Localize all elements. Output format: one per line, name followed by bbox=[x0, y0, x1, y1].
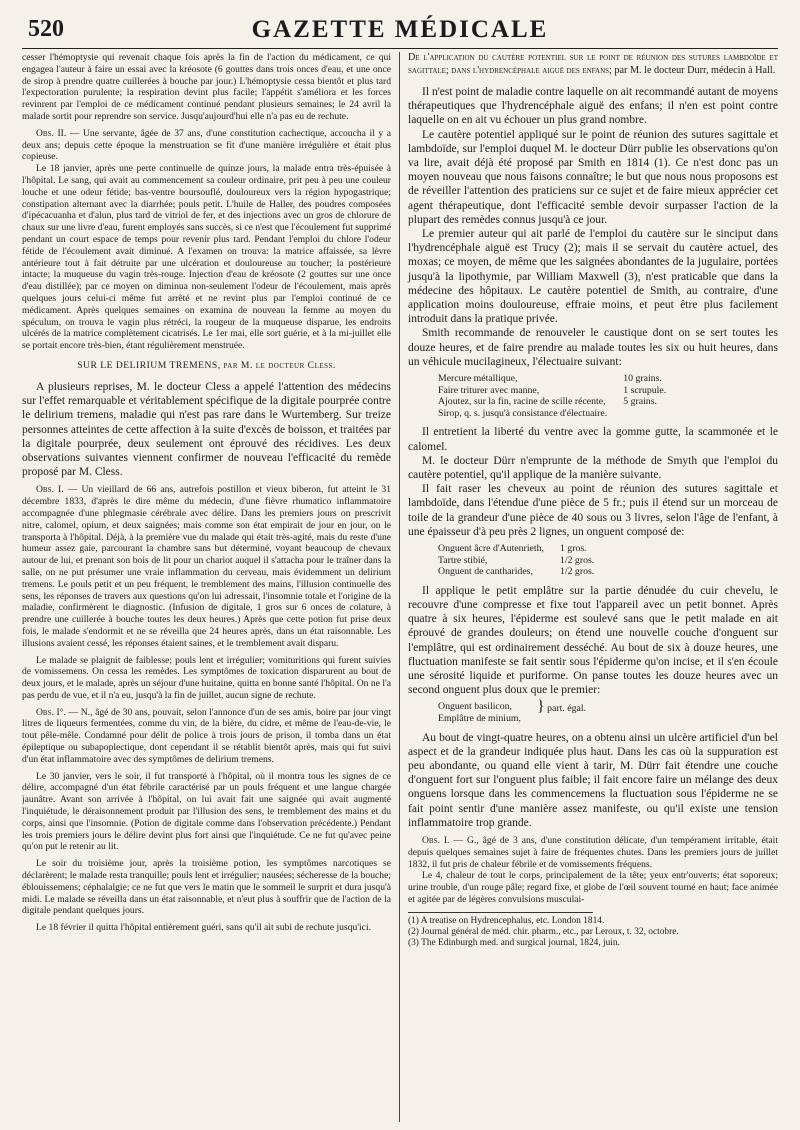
recipe-onguent bbox=[438, 543, 778, 578]
article-author: par M. le docteur Durr, médecin à Hall. bbox=[611, 64, 776, 76]
paragraph: Le 18 février il quitta l'hôpital entièrement guéri, sans qu'il ait subi de rechute jusqu'ici. bbox=[36, 922, 372, 934]
page-header bbox=[22, 8, 778, 49]
article-title-main: De l'application du cautère potentiel sur le point de réunion des sutures lambdoïde et sagittale; dans l'hydrencéphale aiguë des enfans; bbox=[408, 52, 778, 76]
brace-glyph: } bbox=[536, 698, 545, 716]
quantity: 1/2 gros. bbox=[559, 566, 595, 578]
paragraph: cesser l'hémoptysie qui revenait chaque fois après la fin de l'action du médicament, ce qui engagea l'auteur à faire un essai avec la kréosote (6 gouttes dans trois onces d'eau, et une once de sirop à prendre quatre cuillerées à bouche par jour.) L'hémoptysie cessa bientôt et plus tard l'expectoration purulente; la respiration devint plus facile; l'appétit s'améliora et les forces revinrent par l'emploi de ce médicament continué pendant plusieurs semaines; le 24 avril la malade sortit pour reprendre son service. Jusqu'aujourd'hui elle n'a pas eu de rechute. bbox=[22, 52, 391, 122]
paragraph: Le 30 janvier, vers le soir, il fut transporté à l'hôpital, où il montra tous les signes de ce délire, accompagné d'un état fébrile caractérisé par un pouls fréquent et une langue chargée jaunâtre. Avant son arrivée à l'hôpital, on lui avait fait une saignée qui avait augmenté l'inquiétude, le déraisonnement produit par l'illusion des sens, le tremblement des mains et du corps, ainsi que l'insomnie. (Potion de digitale comme dans l'observation précédente.) Pendant les trois premiers jours le délire devint plus fort ainsi que l'inquiétude. Ce ne fut qu'avec peine qu'on put le retenir au lit. bbox=[22, 770, 391, 853]
observation-text: — Un vieillard de 66 ans, autrefois postillon et vieux biberon, fut atteint le 31 décembre 1833, d'après le dire même du médecin, d'une fièvre rhumatico inflammatoire accompagnée d'une phlegmasie cérébrale avec délire. Dans les premiers jours on prescrivit nitre, calomel, opium, et deux saignées; mais comme son état empirait de jour en jour, on le transporta à l'hôpital. Déjà, à la première vue du malade qui était très-agité, mais du reste d'une humeur assez gaie, parcourant la chambre sans but déterminé, voyant beaucoup de chevaux autour de lui, et prenant son bois de lit pour un chariot auquel il s'attacha pour le traîner dans la salle, on ne put présumer une vraie inflammation du cerveau, mais évidemment un delirium tremens. Le pouls petit et un peu fréquent, le tremblement des mains, l'illusion continuelle des sens, les réponses de travers aux questions qu'on lui adressait, l'insomnie totale et l'origine de la maladie, confirmèrent le diagnostic. (Infusion de digitale, 1 gros sur 6 onces de colature, à prendre une cuillerée à bouche toutes les deux heures.) Après que cette potion fut prise deux fois, le malade s'endormit et ne se réveilla que 24 heures après, dans un état raisonnable. Les illusions avaient cessé, les réponses étaient saines, et le tremblement avait disparu. bbox=[22, 484, 391, 649]
ingredient: Faire triturer avec manne, bbox=[438, 384, 540, 396]
recipe-row bbox=[438, 385, 666, 397]
recipe-row bbox=[438, 566, 594, 578]
ingredient: Onguent âcre d'Autenrieth, bbox=[438, 543, 544, 555]
quantity-note: part. égal. bbox=[547, 703, 587, 715]
paragraph: Il entretient la liberté du ventre avec la gomme gutte, la scammonée et le calomel. bbox=[408, 426, 778, 453]
observation-paragraph bbox=[22, 128, 391, 163]
quantity: 1 gros. bbox=[559, 543, 587, 555]
footnote: (1) A treatise on Hydrencephalus, etc. London 1814. bbox=[408, 915, 605, 926]
observation-label: Obs. I. bbox=[422, 835, 450, 847]
observation-label: Obs. II. bbox=[36, 127, 67, 139]
paragraph: Smith recommande de renouveler le caustique dont on se sert toutes les douze heures, et de faire prendre au malade toutes les six ou huit heures, dans un véhicule mucilagineux, l'électuaire suivant: bbox=[408, 327, 778, 368]
paragraph: Il n'est point de maladie contre laquelle on ait recommandé autant de moyens thérapeutiques que l'hydrencéphale aiguë des enfans; il n'en est point contre laquelle on en ait vu échouer un plus grand nombre. bbox=[408, 86, 778, 127]
two-column-body bbox=[22, 52, 778, 1122]
quantity: 1/2 gros. bbox=[559, 554, 595, 566]
recipe-electuaire bbox=[438, 373, 778, 419]
ingredient: Sirop, q. s. jusqu'à consistance d'électuaire. bbox=[438, 407, 608, 419]
paragraph: Il fait raser les cheveux au point de réunion des sutures sagittale et lambdoïde, dans l'étendue d'une pièce de 5 fr.; puis il étend sur un morceau de toile de la grandeur d'une pièce de 40 sous ou 3 livres, selon l'âge de l'enfant, à une épaisseur d'à peu près 2 lignes, un onguent composé de: bbox=[408, 483, 778, 538]
quantity: 10 grains. bbox=[623, 373, 662, 385]
section-title: SUR LE DELIRIUM TREMENS, par M. le docteur Cless. bbox=[77, 359, 336, 371]
paragraph: Il applique le petit emplâtre sur la partie dénudée du cuir chevelu, le recouvre d'une compresse et fixe tout l'appareil avec un petit bonnet. Après quatre à six heures, l'épiderme est soulevé sans que le petit malade en ait éprouvé de grandes douleurs; on étend une nouvelle couche d'onguent sur l'emplâtre, qui est ordinairement desséché. Au bout de six à douze heures, une fluctuation manifeste se fait sentir sous l'épiderme qu'on incise, et il s'en écoule une sérosité liquide et puriforme. On panse toutes les douze heures avec un second onguent plus doux que le premier: bbox=[408, 584, 778, 697]
quantity: 5 grains. bbox=[623, 396, 657, 408]
observation-text: — N., âgé de 30 ans, pouvait, selon l'annonce d'un de ses amis, boire par jour vingt litres de liqueurs fermentées, comme du vin, de la bière, du cidre, et même de l'eau-de-vie, le tout pêle-mêle. Condamné pour délit de police à trois jours de prison, il tomba dans un état épileptique ou subapoplectique, dont cependant il se rétablit bientôt après, mais qui fut suivi d'un état inflammatoire avec des symptômes de delirium tremens. bbox=[22, 706, 392, 765]
observation-paragraph bbox=[408, 835, 778, 870]
quantity bbox=[607, 408, 666, 420]
observation-paragraph bbox=[22, 707, 391, 766]
article-title bbox=[408, 52, 778, 77]
observation-label: Obs. I°. bbox=[36, 706, 66, 718]
ingredient: Emplâtre de minium, bbox=[438, 713, 521, 725]
paragraph: Au bout de vingt-quatre heures, on a obtenu ainsi un ulcère artificiel d'un bel aspect et de la grandeur indiquée plus haut. Dans les cas où la suppuration est peu abondante, ou quand elle vient à tarir, M. Dürr fait étendre une couche d'onguent fort sur l'onguent plus faible; il fait encore faire un mélange des deux onguens lorsque dans les commencemens la fluctuation sous l'épiderme ne se fait point sentir d'une manière assez manifeste, ou qu'il existe une tension inflammatoire trop grande. bbox=[408, 731, 778, 829]
footnote: (2) Journal général de méd. chir. pharm., etc., par Leroux, t. 32, octobre. bbox=[408, 926, 679, 937]
page-number: 520 bbox=[28, 16, 64, 42]
ingredient: Onguent de cantharides, bbox=[438, 566, 533, 578]
paragraph: Le 18 janvier, après une perte continuelle de quinze jours, la malade entra très-épuisée à l'hôpital. Le sang, qui avait au commencement sa couleur ordinaire, prit peu à peu une couleur louche et une odeur fétide; bas-ventre boursouflé, douloureux vers la région hypogastrique; constipation alternant avec la diarrhée; pouls petit. L'huile de Haller, des poudres composées d'ipécacuanha et d'alun, plus tard de vitriol de fer, et des injections avec un gros de chlorure de chaux sur une livre d'eau, furent employés sans succès, si ce n'est que l'écoulement fut supprimé pendant un court espace de temps pour revenir plus tard. Pendant l'emploi du chlore l'odeur fétide de l'écoulement avait diminué. A l'examen on trouva: la matrice affaissée, sa lèvre antérieure tout à fait détruite par une ulcération et douloureuse au toucher; la postérieure intacte; la muqueuse du vagin très-rouge. Injection d'eau de kréosote (2 gouttes sur une once d'eau distillée); par ce moyen on diminua non-seulement l'odeur de l'écoulement, mais après quelques jours celui-ci même fut arrêté et ne revint plus par l'emploi continué de ce médicament. Après quelques semaines on examina de nouveau la femme au moyen du spéculum, on trouva le vagin plus rétréci, la rougeur de la muqueuse disparue, les endroits ulcérés de la matrice complètement cicatrisés. Le 1er mai, elle sort guérie, et à la mi-juillet elle se portait encore très-bien, étant régulièrement menstruée. bbox=[22, 163, 391, 352]
recipe-row bbox=[438, 408, 666, 420]
journal-title: GAZETTE MÉDICALE bbox=[251, 16, 549, 43]
recipe-row bbox=[438, 555, 594, 567]
recipe-row bbox=[438, 396, 666, 408]
ingredient: Ajoutez, sur la fin, racine de scille récente, bbox=[438, 396, 606, 408]
paragraph: Le cautère potentiel appliqué sur le point de réunion des sutures sagittale et lambdoïde, sur l'emploi duquel M. le docteur Dürr publie les observations qu'on va lire, avait déjà été proposé par Smith en 1814 (1). Ce n'est donc pas un moyen nouveau que nous faisons connaître; le but que nous nous proposons est de réveiller l'attention des praticiens sur ce sujet et de faire mieux apprécier cet agent thérapeutique, dont l'efficacité semble devoir surpasser l'action de la plupart des remèdes connus jusqu'à ce jour. bbox=[408, 128, 778, 226]
paragraph: Le malade se plaignit de faiblesse; pouls lent et irrégulier; vomituritions qui furent suivies de vomissemens. On cessa les remèdes. Les symptômes de toxication disparurent au bout de deux jours, et le malade, après un séjour d'une huitaine, quitta en bonne santé l'hôpital. On ne l'a pas perdu de vue, et il n'a eu, jusqu'à la fin de juillet, aucun signe de rechute. bbox=[22, 654, 391, 701]
observation-text: — Une servante, âgée de 37 ans, d'une constitution cachectique, accoucha il y a deux ans; depuis cette époque la menstruation se fit d'une manière irrégulière et était plus copieuse. bbox=[22, 127, 391, 163]
observation-text: — G., âgé de 3 ans, d'une constitution délicate, d'un tempérament irritable, était depuis quelques semaines sujet à faire de fréquentes chutes. Dans les premiers jours de juillet 1832, il fut pris de chaleur fébrile et de vomissements fréquens. bbox=[408, 835, 778, 870]
intro-paragraph: A plusieurs reprises, M. le docteur Cless a appelé l'attention des médecins sur l'effet remarquable et véritablement spécifique de la digitale pourprée contre le delirium tremens, maladie qui n'est pas rare dans le Wurtemberg. Sur treize personnes atteintes de cette affection à la suite d'excès de boisson, et traitées par la digitale pourprée, deux seulement ont éprouvé des récidives. Les deux observations suivantes viennent confirmer de nouveau l'efficacité du remède proposé par M. Cless. bbox=[22, 380, 391, 479]
left-column bbox=[22, 52, 400, 1122]
right-column bbox=[400, 52, 778, 1122]
paragraph: Le 4, chaleur de tout le corps, principalement de la tête; yeux entr'ouverts; état soporeux; urine trouble, d'un rouge pâle; regard fixe, et globe de l'œil souvent tourné en haut; face animée et agitée par de légères convulsions musculai- bbox=[408, 870, 778, 906]
paragraph: Le premier auteur qui ait parlé de l'emploi du cautère sur le sinciput dans l'hydrencéphale aiguë est Trucy (2); mais il se servait du cautère actuel, des moxas; ce moyen, de même que les saignées abondantes de la jugulaire, portées jusqu'à la lipothymie, par William Maxwell (3), n'est praticable que dans la médecine des hôpitaux. Le cautère potentiel de Smith, au contraire, d'une application moins douloureuse, effraie moins, et peut être plus facilement introduit dans la pratique privée. bbox=[408, 228, 778, 326]
ingredient: Tartre stibié, bbox=[438, 554, 488, 566]
paragraph: M. le docteur Dürr n'emprunte de la méthode de Smyth que l'emploi du cautère potentiel, qu'il applique de la manière suivante. bbox=[408, 454, 778, 482]
recipe-pansement bbox=[438, 698, 778, 725]
paragraph: Le soir du troisième jour, après la troisième potion, les symptômes narcotiques se déclarèrent; le malade resta tranquille; pouls lent et irrégulier; nausées; sécheresse de la bouche; éblouissemens; céphalalgie; ce ne fut que vers le matin que le sommeil le surprit et dura jusqu'à midi. Le malade se réveilla dans un état raisonnable, et n'eut plus à souffrir que de l'action de la digitale pendant quelques jours. bbox=[22, 858, 391, 917]
quantity: 1 scrupule. bbox=[623, 384, 667, 396]
recipe-row bbox=[438, 373, 666, 385]
ingredient: Onguent basilicon, bbox=[438, 701, 513, 713]
footnote-rule bbox=[408, 912, 593, 913]
footnote: (3) The Edinburgh med. and surgical journal, 1824, juin. bbox=[408, 937, 620, 948]
ingredient: Mercure métallique, bbox=[438, 373, 518, 385]
observation-paragraph bbox=[22, 484, 391, 649]
recipe-row bbox=[438, 543, 594, 555]
recipe-row bbox=[438, 701, 586, 713]
observation-label: Obs. I. bbox=[36, 484, 64, 496]
quantity bbox=[521, 698, 587, 724]
